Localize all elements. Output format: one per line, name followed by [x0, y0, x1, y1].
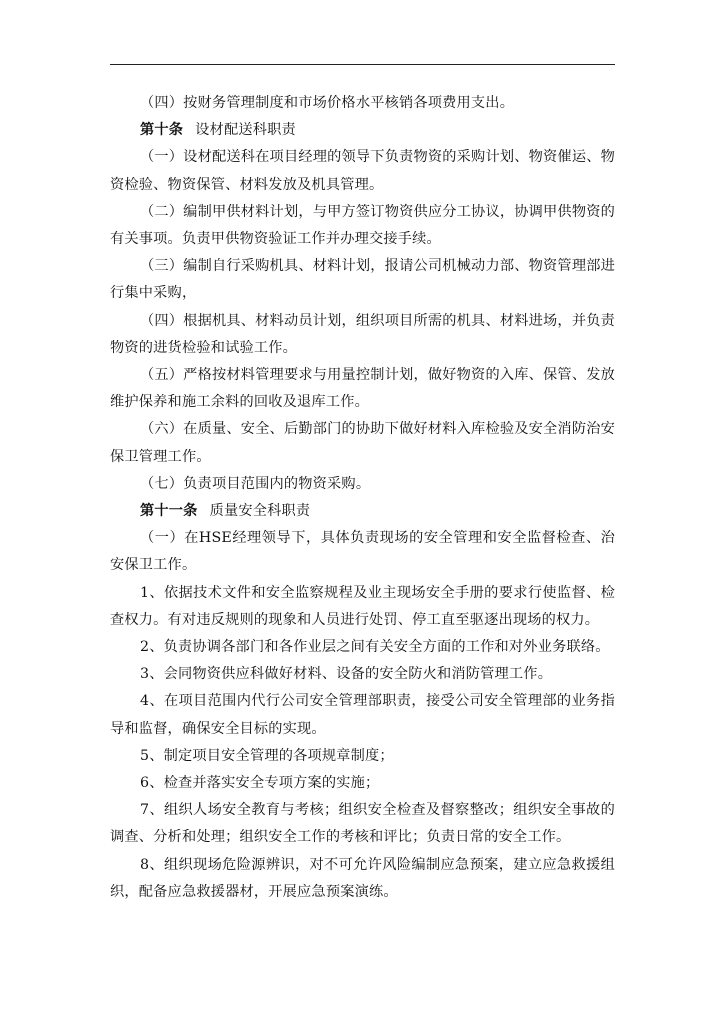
document-body	[110, 90, 615, 906]
article-title: 设材配送科职责	[195, 122, 296, 139]
paragraph: （一）设材配送科在项目经理的领导下负责物资的采购计划、物资催运、物资检验、物资保管、材料发放及机具管理。	[110, 149, 615, 193]
paragraph: 2、负责协调各部门和各作业层之间有关安全方面的工作和对外业务联络。	[140, 639, 610, 656]
paragraph: 7、组织人场安全教育与考核；组织安全检查及督察整改；组织安全事故的调查、分析和处理；组织安全工作的考核和评比；负责日常的安全工作。	[110, 802, 615, 846]
paragraph: 8、组织现场危险源辨识，对不可允许风险编制应急预案，建立应急救援组织，配备应急救援器材，开展应急预案演练。	[110, 856, 615, 900]
paragraph: （二）编制甲供材料计划，与甲方签订物资供应分工协议，协调甲供物资的有关事项。负责甲供物资验证工作并办理交接手续。	[110, 203, 615, 248]
article-title: 质量安全科职责	[209, 503, 311, 520]
paragraph: （三）编制自行采购机具、材料计划，报请公司机械动力部、物资管理部进行集中采购，	[110, 258, 615, 302]
paragraph: 4、在项目范围内代行公司安全管理部职责，接受公司安全管理部的业务指导和监督，确保安全目标的实现。	[110, 693, 615, 737]
paragraph: 3、会同物资供应科做好材料、设备的安全防火和消防管理工作。	[140, 666, 553, 683]
paragraph: （五）严格按材料管理要求与用量控制计划，做好物资的入库、保管、发放维护保养和施工余料的回收及退库工作。	[110, 367, 615, 411]
paragraph: （六）在质量、安全、后勤部门的协助下做好材料入库检验及安全消防治安保卫管理工作。	[110, 421, 615, 465]
paragraph: （七）负责项目范围内的物资采购。	[140, 475, 371, 492]
paragraph: （四）按财务管理制度和市场价格水平核销各项费用支出。	[140, 95, 515, 111]
paragraph: （四）根据机具、材料动员计划，组织项目所需的机具、材料进场，并负责物资的进货检验和试验工作。	[110, 312, 615, 356]
article-label: 第十条	[140, 122, 184, 139]
article-heading-10	[110, 117, 615, 144]
article-heading-11	[110, 498, 615, 525]
paragraph: 1、依据技术文件和安全监察规程及业主现场安全手册的要求行使监督、检查权力。有对违反规则的现象和人员进行处罚、停工直至驱逐出现场的权力。	[110, 584, 615, 628]
paragraph: （一）在HSE经理领导下，具体负责现场的安全管理和安全监督检查、治安保卫工作。	[110, 530, 615, 574]
article-label: 第十一条	[140, 503, 198, 520]
paragraph: 6、检查并落实安全专项方案的实施；	[140, 775, 380, 792]
paragraph: 5、制定项目安全管理的各项规章制度；	[140, 747, 394, 764]
header-rule	[110, 64, 615, 65]
